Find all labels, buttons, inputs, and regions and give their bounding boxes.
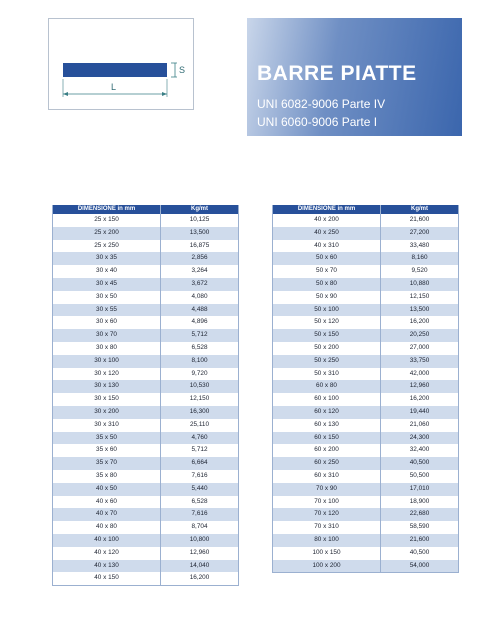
weight-cell: 12,960	[381, 380, 459, 393]
dimension-cell: 70 x 100	[273, 496, 381, 509]
table-row	[273, 291, 459, 304]
dimension-cell: 35 x 70	[53, 457, 161, 470]
dimension-cell: 70 x 120	[273, 508, 381, 521]
table-row	[53, 342, 239, 355]
table-row	[53, 291, 239, 304]
table-row	[273, 560, 459, 573]
table-row	[273, 508, 459, 521]
dimension-cell: 60 x 150	[273, 432, 381, 445]
weight-cell: 21,600	[381, 214, 459, 227]
dimension-cell: 70 x 90	[273, 483, 381, 496]
flat-bar-diagram	[48, 18, 194, 110]
table-row	[53, 380, 239, 393]
dimension-cell: 60 x 80	[273, 380, 381, 393]
weight-cell: 16,875	[161, 240, 239, 253]
table-row	[53, 252, 239, 265]
flat-bar-drawing	[49, 19, 193, 109]
table-row	[273, 227, 459, 240]
weight-cell: 4,080	[161, 291, 239, 304]
table-row	[273, 496, 459, 509]
dimension-cell: 35 x 50	[53, 432, 161, 445]
table-row	[53, 278, 239, 291]
table-row	[53, 496, 239, 509]
dimension-cell: 40 x 60	[53, 496, 161, 509]
table-row	[273, 329, 459, 342]
weight-cell: 33,750	[381, 355, 459, 368]
weight-cell: 18,900	[381, 496, 459, 509]
weight-header: Kg/mt	[381, 205, 459, 214]
table-row	[53, 534, 239, 547]
table-row	[53, 457, 239, 470]
dimension-cell: 50 x 90	[273, 291, 381, 304]
dimension-cell: 40 x 250	[273, 227, 381, 240]
dimension-cell: 40 x 200	[273, 214, 381, 227]
table-row	[273, 483, 459, 496]
weight-cell: 9,720	[161, 368, 239, 381]
dimension-cell: 60 x 130	[273, 419, 381, 432]
table-row	[53, 368, 239, 381]
weight-cell: 4,896	[161, 316, 239, 329]
weight-cell: 17,010	[381, 483, 459, 496]
dimension-cell: 30 x 45	[53, 278, 161, 291]
table-row	[53, 432, 239, 445]
dimension-cell: 30 x 40	[53, 265, 161, 278]
table-row	[273, 316, 459, 329]
table-row	[53, 304, 239, 317]
dimension-cell: 40 x 80	[53, 521, 161, 534]
table-row	[53, 240, 239, 253]
dimension-cell: 40 x 100	[53, 534, 161, 547]
table-row	[53, 419, 239, 432]
weight-cell: 12,960	[161, 547, 239, 560]
weight-cell: 22,680	[381, 508, 459, 521]
dimension-cell: 60 x 200	[273, 444, 381, 457]
weight-cell: 13,500	[381, 304, 459, 317]
table-row	[53, 227, 239, 240]
weight-cell: 24,300	[381, 432, 459, 445]
weight-cell: 16,200	[381, 316, 459, 329]
table-row	[53, 483, 239, 496]
weight-cell: 9,520	[381, 265, 459, 278]
dimension-cell: 40 x 70	[53, 508, 161, 521]
table-row	[273, 252, 459, 265]
weight-cell: 25,110	[161, 419, 239, 432]
weight-cell: 27,200	[381, 227, 459, 240]
dimension-cell: 35 x 60	[53, 444, 161, 457]
weight-cell: 16,300	[161, 406, 239, 419]
weight-cell: 16,200	[381, 393, 459, 406]
table-row	[53, 329, 239, 342]
weight-header: Kg/mt	[161, 205, 239, 214]
dimension-cell: 30 x 130	[53, 380, 161, 393]
weight-cell: 7,616	[161, 470, 239, 483]
weight-cell: 12,150	[381, 291, 459, 304]
table-row	[273, 278, 459, 291]
table-row	[273, 432, 459, 445]
dimension-cell: 30 x 310	[53, 419, 161, 432]
dimension-cell: 30 x 70	[53, 329, 161, 342]
weight-cell: 12,150	[161, 393, 239, 406]
weight-cell: 21,060	[381, 419, 459, 432]
weight-cell: 10,880	[381, 278, 459, 291]
weight-cell: 33,480	[381, 240, 459, 253]
dimension-cell: 30 x 150	[53, 393, 161, 406]
dimension-cell: 30 x 80	[53, 342, 161, 355]
weight-cell: 19,440	[381, 406, 459, 419]
table-row	[53, 521, 239, 534]
table-row	[53, 508, 239, 521]
flat-bar-shape	[63, 63, 167, 77]
table-row	[53, 316, 239, 329]
weight-cell: 10,530	[161, 380, 239, 393]
table-row	[273, 368, 459, 381]
weight-cell: 8,704	[161, 521, 239, 534]
weight-cell: 5,712	[161, 444, 239, 457]
table-row	[273, 470, 459, 483]
dimension-cell: 30 x 50	[53, 291, 161, 304]
table-row	[53, 265, 239, 278]
weight-cell: 21,600	[381, 534, 459, 547]
header-panel	[247, 18, 462, 136]
dimension-cell: 30 x 35	[53, 252, 161, 265]
table-row	[273, 380, 459, 393]
weight-cell: 2,856	[161, 252, 239, 265]
dimension-header: DIMENSIONE in mm	[273, 205, 381, 214]
table-row	[53, 470, 239, 483]
dimension-cell: 40 x 120	[53, 547, 161, 560]
thickness-label: S	[179, 65, 186, 75]
dimension-cell: 40 x 50	[53, 483, 161, 496]
dimension-cell: 40 x 310	[273, 240, 381, 253]
table-row	[53, 406, 239, 419]
weight-cell: 50,500	[381, 470, 459, 483]
dimension-cell: 60 x 310	[273, 470, 381, 483]
weight-cell: 5,440	[161, 483, 239, 496]
table-row	[273, 240, 459, 253]
dimension-cell: 50 x 200	[273, 342, 381, 355]
dimension-cell: 40 x 130	[53, 560, 161, 573]
table-row	[273, 355, 459, 368]
standard-line-1: UNI 6082-9006 Parte IV	[257, 97, 386, 111]
dimension-cell: 60 x 100	[273, 393, 381, 406]
weight-cell: 8,160	[381, 252, 459, 265]
dimension-cell: 50 x 310	[273, 368, 381, 381]
dimension-cell: 25 x 150	[53, 214, 161, 227]
dimension-cell: 50 x 250	[273, 355, 381, 368]
dimension-cell: 50 x 150	[273, 329, 381, 342]
dimension-cell: 80 x 100	[273, 534, 381, 547]
table-row	[273, 521, 459, 534]
weight-cell: 27,000	[381, 342, 459, 355]
dimension-cell: 50 x 70	[273, 265, 381, 278]
dimension-cell: 25 x 250	[53, 240, 161, 253]
table-row	[53, 547, 239, 560]
table-row	[273, 406, 459, 419]
table-row	[53, 572, 239, 585]
weight-cell: 42,000	[381, 368, 459, 381]
table-row	[273, 304, 459, 317]
length-label: L	[111, 82, 117, 92]
page-title: BARRE PIATTE	[257, 62, 417, 85]
weight-cell: 4,488	[161, 304, 239, 317]
dimension-cell: 100 x 200	[273, 560, 381, 573]
weight-cell: 7,616	[161, 508, 239, 521]
dimension-cell: 60 x 250	[273, 457, 381, 470]
weight-cell: 40,500	[381, 547, 459, 560]
table-row	[53, 393, 239, 406]
table-row	[273, 214, 459, 227]
table-row	[273, 457, 459, 470]
dimension-cell: 30 x 60	[53, 316, 161, 329]
weight-cell: 20,250	[381, 329, 459, 342]
dimension-cell: 60 x 120	[273, 406, 381, 419]
dimension-cell: 35 x 80	[53, 470, 161, 483]
dimension-cell: 50 x 120	[273, 316, 381, 329]
weight-cell: 3,672	[161, 278, 239, 291]
weight-cell: 32,400	[381, 444, 459, 457]
weight-cell: 5,712	[161, 329, 239, 342]
table-row	[273, 342, 459, 355]
weight-cell: 10,125	[161, 214, 239, 227]
dimension-cell: 70 x 310	[273, 521, 381, 534]
table-row	[273, 534, 459, 547]
dimension-header: DIMENSIONE in mm	[53, 205, 161, 214]
dimension-cell: 50 x 60	[273, 252, 381, 265]
table-row	[273, 265, 459, 278]
dimension-cell: 40 x 150	[53, 572, 161, 585]
weight-cell: 3,264	[161, 265, 239, 278]
weight-cell: 16,200	[161, 572, 239, 585]
weight-cell: 13,500	[161, 227, 239, 240]
left-weight-table	[52, 205, 239, 586]
table-row	[53, 214, 239, 227]
table-row	[273, 444, 459, 457]
dimension-cell: 30 x 55	[53, 304, 161, 317]
standard-line-2: UNI 6060-9006 Parte I	[257, 115, 378, 129]
weight-cell: 58,590	[381, 521, 459, 534]
weight-cell: 6,664	[161, 457, 239, 470]
dimension-cell: 50 x 100	[273, 304, 381, 317]
weight-cell: 10,800	[161, 534, 239, 547]
table-row	[273, 419, 459, 432]
dimension-cell: 30 x 100	[53, 355, 161, 368]
table-row	[53, 444, 239, 457]
weight-cell: 54,000	[381, 560, 459, 573]
table-row	[273, 393, 459, 406]
dimension-cell: 30 x 120	[53, 368, 161, 381]
weight-cell: 6,528	[161, 496, 239, 509]
table-row	[53, 355, 239, 368]
weight-cell: 6,528	[161, 342, 239, 355]
dimension-cell: 30 x 200	[53, 406, 161, 419]
weight-cell: 4,760	[161, 432, 239, 445]
right-weight-table	[272, 205, 459, 573]
table-row	[53, 560, 239, 573]
weight-cell: 14,040	[161, 560, 239, 573]
table-row	[273, 547, 459, 560]
weight-cell: 8,100	[161, 355, 239, 368]
dimension-cell: 100 x 150	[273, 547, 381, 560]
weight-cell: 40,500	[381, 457, 459, 470]
dimension-cell: 25 x 200	[53, 227, 161, 240]
dimension-cell: 50 x 80	[273, 278, 381, 291]
